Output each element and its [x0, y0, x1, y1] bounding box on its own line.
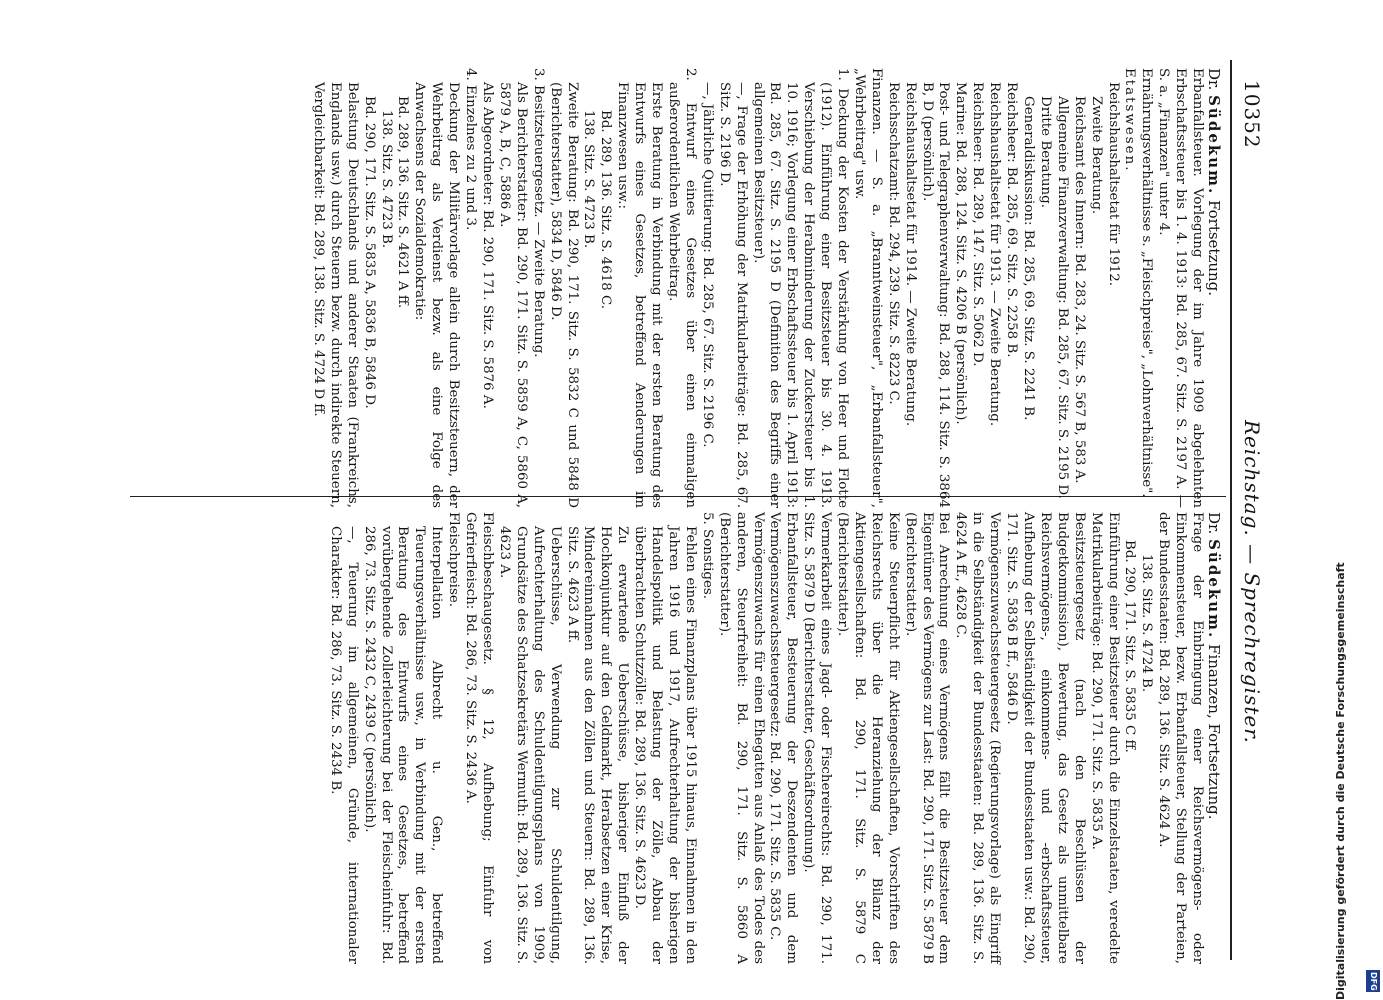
- register-entry: 138. Sitz. S. 4723 B.: [378, 110, 394, 249]
- left-column: [309, 68, 1222, 508]
- header-rule: [1230, 60, 1232, 960]
- page-header: [1234, 60, 1270, 960]
- register-entry: 3. Besitzsteuergesetz. — Zweite Beratung.: [530, 68, 546, 358]
- register-entry: Fleischbeschaugesetz. § 12, Aufhebung; Einfuhr von Gefrierfleisch: Bd. 286, 73. Sitz. S. 2436 A.: [463, 512, 496, 964]
- register-entry: Zweite Beratung.: [1088, 96, 1104, 215]
- register-entry: Fehlen eines Finanzplans über 1915 hinaus, Einnahmen in den Jahren 1916 und 1917, Aufrechterhaltung der bisherigen Handelspolitik und Belastung der Zölle, Abbau der überbrachten Schutzzölle: Bd. 289, 136. Sitz. S. 4623 D.: [632, 526, 698, 964]
- register-entry: Dritte Beratung.: [1037, 96, 1053, 208]
- register-entry: Bd. 289, 136. Sitz. S. 4621 A ff.: [395, 96, 411, 309]
- register-entry: Reichshaushaltsetat für 1912.: [1105, 82, 1121, 287]
- register-entry: Als Berichterstatter: Bd. 290, 171. Sitz. S. 5859 A, C, 5860 A, 5879 A, B, C, 5886 A.: [496, 82, 529, 508]
- register-entry: Besitzsteuergesetz (nach den Beschlüssen der Budgetkommission), Bewertung, das Gesetz als unmittelbare Reichsvermögens-, einkommens- und -erbschaftssteuer, Aufhebung der Selbständigkeit der Bundesstaaten usw.: Bd. 290, 171. Sitz. S. 5836 B ff., 5846 D.: [1004, 512, 1087, 964]
- register-entry: Reichsheer: Bd. 289, 147. Sitz. S. 5062 D.: [970, 82, 986, 367]
- sidebar-credit: [1320, 0, 1380, 1000]
- register-entry: —, Jährliche Quittierung: Bd. 285, 67. Sitz. S. 2196 C.: [699, 82, 715, 448]
- register-entry: Marine: Bd. 288, 124. Sitz. S. 4206 B (persönlich).: [953, 82, 969, 425]
- register-entry: Frage der Einbringung einer Reichsvermögens- oder Einkommensteuer, bezw. Erbanfallsteuer, Stellung der Parteien, der Bundesstaaten: Bd. 289, 136. Sitz. S. 4624 A.: [1156, 512, 1206, 964]
- running-title: Reichstag. — Sprechregister.: [1240, 420, 1264, 744]
- column-heading: Dr. Südekum. Fortsetzung.: [1205, 68, 1223, 297]
- register-entry: 5. Sonstiges.: [699, 512, 715, 600]
- register-entry: Finanzen. — S. a. „Branntweinsteuer", „Erbanfallsteuer", „Wehrbeitrag" usw.: [851, 68, 884, 508]
- register-entry: —, Frage der Erhöhung der Matrikularbeiträge: Bd. 285, 67. Sitz. S. 2196 D.: [716, 82, 749, 508]
- register-entry: Fleischpreise.: [446, 512, 462, 608]
- register-entry: 138. Sitz. S. 4723 B.: [581, 110, 597, 249]
- register-entry: Ueberschüsse, Verwendung zur Schuldentilgung, Aufrechterhaltung des Schuldentilgungsplans von 1909, Grundsätze des Schatzsekretärs Wermuth: Bd. 289, 136. Sitz. S. 4623 A.: [496, 526, 563, 964]
- column-heading: Dr. Südekum. Finanzen, Fortsetzung.: [1205, 512, 1223, 820]
- register-entry: Reichshaushaltsetat für 1913. — Zweite Beratung.: [987, 82, 1003, 427]
- register-entry: Bd. 290, 171. Sitz. S. 5835 A, 5836 B, 5846 D.: [361, 96, 377, 409]
- register-entry: Etatswesen.: [1122, 68, 1138, 173]
- register-entry: 138. Sitz. S. 4724 B.: [1139, 554, 1155, 693]
- register-entry: Erste Beratung in Verbindung mit der ersten Beratung des Entwurfs eines Gesetzes, betreffend Aenderungen im Finanzwesen usw.:: [615, 82, 665, 508]
- register-entry: Belastung Deutschlands und anderer Staaten (Frankreichs, Englands usw.) durch Steuern bezw. durch indirekte Steuern, Vergleichbarkeit: Bd. 289, 138. Sitz. S. 4724 D ff.: [310, 82, 360, 508]
- register-entry: Bd. 290, 171. Sitz. S. 5835 C ff.: [1122, 540, 1138, 753]
- register-entry: Keine Steuerpflicht für Aktiengesellschaften, Vorschriften des Reichsrechts über die Heranziehung der Bilanz der Aktiengesellschaften: Bd. 290, 171. Sitz. S. 5879 C (Berichterstatter).: [835, 512, 901, 964]
- register-entry: Bei Anrechnung eines Vermögens fällt die Besitzsteuer dem Eigentümer des Vermögens zur Last: Bd. 290, 171. Sitz. S. 5879 B (Berichterstatter).: [902, 512, 952, 964]
- register-entry: Als Abgeordneter: Bd. 290, 171. Sitz. S. 5876 A.: [480, 82, 496, 409]
- register-entry: Ernährungsverhältnisse s. „Fleischpreise", „Lohnverhältnisse".: [1139, 68, 1155, 498]
- register-entry: Zu erwartende Ueberschüsse, bisheriger Einfluß der Hochkonjunktur auf den Geldmarkt, Herabsetzen einer Krise, Mindereinnahmen aus den Zöllen und Steuern: Bd. 289, 136. Sitz. S. 4623 A ff.: [564, 526, 631, 964]
- register-entry: Reichsamt des Innern: Bd. 283, 24. Sitz. S. 567 B, 583 A.: [1071, 96, 1087, 484]
- register-entry: Reichsheer: Bd. 285, 69. Sitz. S. 2258 B.: [1004, 82, 1020, 358]
- register-entry: Generaldiskussion: Bd. 285, 69. Sitz. S. 2241 B.: [1021, 96, 1037, 421]
- register-entry: Interpellation Albrecht u. Gen., betreffend Teuerungsverhältnisse usw., in Verbindung mit der ersten Beratung des Entwurfs eines Gesetzes, betreffend vorübergehende Zollerleichterung bei der Fleischeinfuhr: Bd. 286, 73. Sitz. S. 2432 C, 2439 C (persönlich).: [361, 526, 445, 964]
- register-entry: Erbanfallsteuer. Vorlegung der im Jahre 1909 abgelehnten Erbschaftssteuer bis 1. 4. 1913: Bd. 285, 67. Sitz. S. 2197 A. — S. a. „Finanzen" unter 4.: [1156, 68, 1206, 508]
- register-entry: Reichshaushaltsetat für 1914. — Zweite Beratung.: [902, 82, 918, 427]
- page-number: 10352: [1240, 80, 1264, 149]
- register-entry: Erbanfallsteuer, Besteuerung der Deszendenten und dem Vermögenszuwachssteuergesetz: Bd. 290, 171. Sitz. S. 5835 C.: [767, 512, 800, 964]
- right-column: [326, 512, 1222, 964]
- funding-credit: Digitalisierung gefördert durch die Deutsche Forschungsgemeinschaft: [1334, 562, 1347, 1000]
- document-page: [90, 0, 1310, 1000]
- register-entry: Einführung einer Besitzsteuer durch die Einzelstaaten, veredelte Matrikularbeiträge: Bd. 290, 171. Sitz. S. 5835 A.: [1088, 512, 1121, 964]
- register-entry: Reichsschatzamt: Bd. 294, 239. Sitz. S. 8223 C.: [885, 82, 901, 405]
- register-entry: Vermögenszuwachssteuergesetz (Regierungsvorlage) als Eingriff in die Selbständigkeit der Bundesstaaten: Bd. 289, 136. Sitz. S. 4624 A ff., 4628 C.: [953, 512, 1003, 964]
- register-entry: —, Teuerung im allgemeinen, Gründe, internationaler Charakter: Bd. 286, 73. Sitz. S. 2434 B.: [327, 526, 360, 964]
- dfg-logo: DFG: [1366, 970, 1380, 992]
- register-entry: Zweite Beratung: Bd. 290, 171. Sitz. S. 5832 C und 5848 D (Berichterstatter), 5834 D, 5846 D.: [547, 82, 580, 508]
- register-entry: Allgemeine Finanzverwaltung: Bd. 285, 67. Sitz. S. 2195 D.: [1054, 96, 1070, 499]
- register-entry: Deckung der Militärvorlage allein durch Besitzsteuern, der Wehrbeitrag als Verdienst bezw. als eine Folge des Anwachsens der Sozialdemokratie:: [412, 82, 462, 508]
- register-entry: Vermerkarbeit eines Jagd- oder Fischereirechts: Bd. 290, 171. Sitz. S. 5879 D (Berichterstatter, Geschäftsordnung).: [801, 512, 834, 964]
- register-entry: Vermögenszuwachs für einen Ehegatten aus Anlaß des Todes des anderen, Steuerfreiheit: Bd. 290, 171. Sitz. S. 5860 A (Berichterstatter).: [716, 512, 766, 964]
- register-entry: Bd. 289, 136. Sitz. S. 4618 C.: [598, 110, 614, 310]
- register-entry: 4. Einzelnes zu 2 und 3.: [463, 68, 479, 231]
- register-entry: 1. Deckung der Kosten der Verstärkung von Heer und Flotte (1912). Einführung einer Besitzsteuer bis 30. 4. 1913. Verschiebung der Herabminderung der Zuckersteuer bis 1. 10. 1916; Vorlegung einer Erbschaftssteuer bis 1. April 1913: Bd. 285, 67. Sitz. S. 2195 D (Definition des Begriffs einer allgemeinen Besitzsteuer).: [750, 68, 851, 508]
- register-entry: Post- und Telegraphenverwaltung: Bd. 288, 114. Sitz. S. 3864 B, D (persönlich).: [919, 82, 952, 508]
- register-entry: 2. Entwurf eines Gesetzes über einen einmaligen außerordentlichen Wehrbeitrag.: [666, 68, 698, 508]
